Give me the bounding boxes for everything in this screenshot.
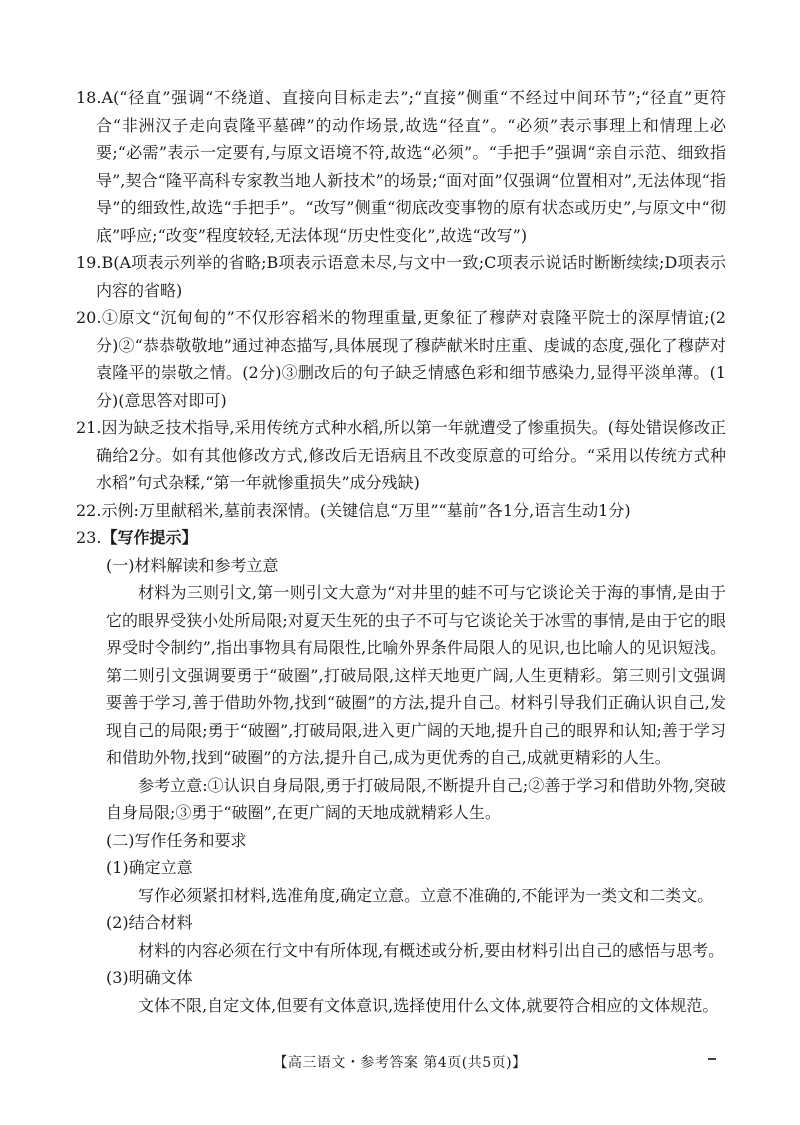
answer-23-number: 23. (76, 528, 102, 547)
answer-18: 18.A(“径直”强调“不绕道、直接向目标走去”;“直接”侧重“不经过中间环节”;“径直”更符合“非洲汉子走向袁隆平墓碑”的动作场景,故选“径直”。“必须”表示事理上和情理上必要;“必需”表示一定要有,与原文语境不符,故选“必须”。“手把手”强调“亲自示范、细致指导”,契合“隆平高科专家教当地人新技术”的场景;“面对面”仅强调“位置相对”,无法体现“指导”的细致性,故选“手把手”。“改写”侧重“彻底改变事物的原有状态或历史”,与原文中“彻底”呼应;“改变”程度较轻,无法体现“历史性变化”,故选“改写”) (76, 88, 726, 245)
answer-20: 20.①原文“沉甸甸的”不仅形容稻米的物理重量,更象征了穆萨对袁隆平院士的深厚情谊;(2分)②“恭恭敬敬地”通过神态描写,具体展现了穆萨献米时庄重、虔诚的态度,强化了穆萨对袁隆平的崇敬之情。(2分)③删改后的句子缺乏情感色彩和细节感染力,显得平淡单薄。(1分)(意思答对即可) (76, 308, 726, 410)
corner-mark (708, 1058, 716, 1060)
requirement-1-text: 写作必须紧扣材料,选准角度,确定立意。立意不准确的,不能评为一类文和二类文。 (138, 885, 714, 905)
requirement-2-text: 材料的内容必须在行文中有所体现,有概述或分析,要由材料引出自己的感悟与思考。 (138, 940, 725, 960)
section-1-title: (一)材料解读和参考立意 (106, 555, 279, 575)
reference-theme: 参考立意:①认识自身局限,勇于打破局限,不断提升自己;②善于学习和借助外物,突破自身局限;③勇于“破圈”,在更广阔的天地成就精彩人生。 (106, 775, 726, 822)
answer-21: 21.因为缺乏技术指导,采用传统方式种水稻,所以第一年就遭受了惨重损失。(每处错误修改正确给2分。如有其他修改方式,修改后无语病且不改变原意的可给分。“采用以传统方式种水稻”句式杂糅,“第一年就惨重损失”成分残缺) (76, 418, 726, 492)
answer-19: 19.B(A项表示列举的省略;B项表示语意未尽,与文中一致;C项表示说话时断断续续;D项表示内容的省略) (76, 253, 726, 300)
page-footer: 【高三语文・参考答案 第4页(共5页)】 (273, 1055, 527, 1071)
section-2-title: (二)写作任务和要求 (106, 830, 247, 850)
writing-tips-title: 【写作提示】 (101, 528, 198, 547)
answer-content (76, 84, 726, 1019)
requirement-1-title: (1)确定立意 (106, 858, 193, 877)
requirement-2-title: (2)结合材料 (106, 913, 193, 932)
answer-23-heading (76, 524, 726, 552)
answer-22: 22.示例:万里献稻米,墓前表深情。(关键信息“万里”“墓前”各1分,语言生动1分) (76, 500, 631, 520)
material-interpretation: 材料为三则引文,第一则引文大意为“对井里的蛙不可与它谈论关于海的事情,是由于它的眼界受狭小处所局限;对夏天生死的虫子不可与它谈论关于冰雪的事情,是由于它的眼界受时令制约”,指出事物具有局限性,比喻外界条件局限人的见识,也比喻人的见识短浅。第二则引文强调要勇于“破圈”,打破局限,这样天地更广阔,人生更精彩。第三则引文强调要善于学习,善于借助外物,找到“破圈”的方法,提升自己。材料引导我们正确认识自己,发现自己的局限;勇于“破圈”,打破局限,进入更广阔的天地,提升自己的眼界和认知;善于学习和借助外物,找到“破圈”的方法,提升自己,成为更优秀的自己,成就更精彩的人生。 (106, 583, 726, 767)
requirement-3-title: (3)明确文体 (106, 968, 193, 987)
requirement-3-text: 文体不限,自定文体,但要有文体意识,选择使用什么文体,就要符合相应的文体规范。 (138, 995, 719, 1015)
